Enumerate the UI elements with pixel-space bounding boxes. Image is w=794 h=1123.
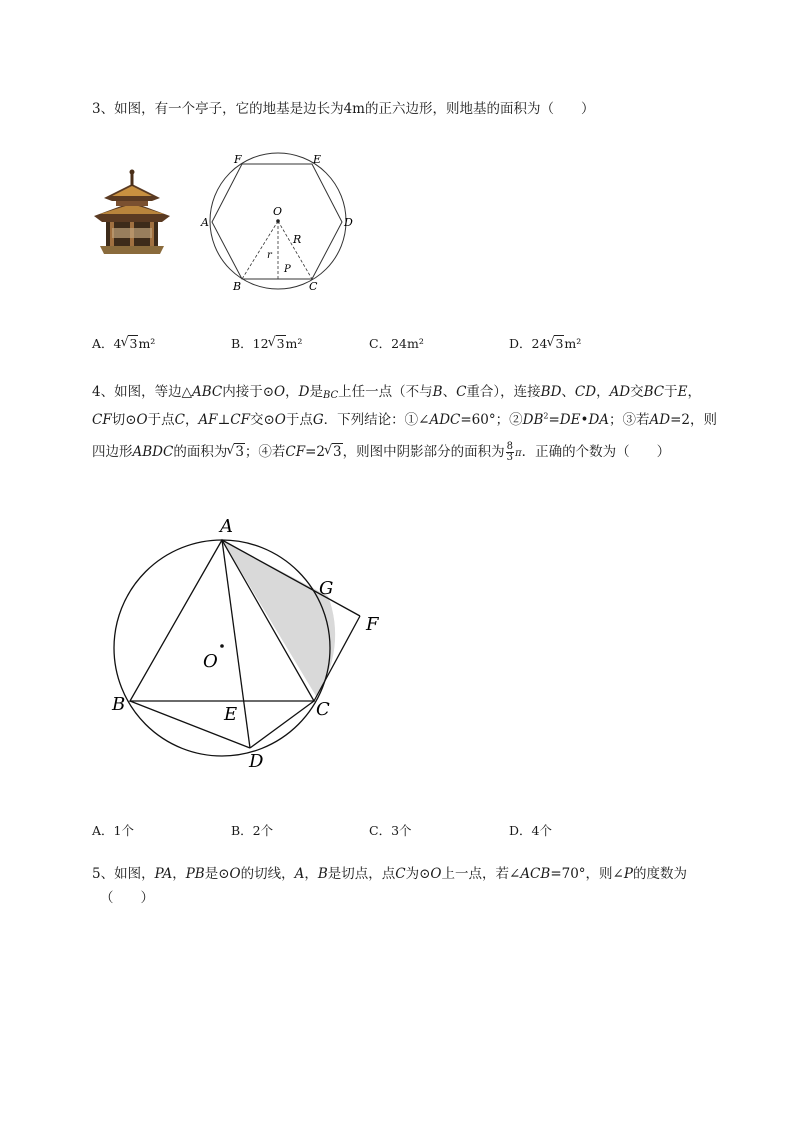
q3-option-c[interactable]: C．24m² bbox=[369, 336, 424, 351]
label-O: O bbox=[273, 205, 283, 218]
label-F: F bbox=[234, 153, 242, 166]
q4-option-b[interactable]: B．2个 bbox=[231, 823, 274, 838]
label-R: R bbox=[293, 233, 302, 246]
q3-option-b[interactable]: B．12√ 3m² bbox=[231, 334, 302, 352]
label-P: P bbox=[284, 264, 291, 275]
q3-option-d[interactable]: D．24√ 3m² bbox=[509, 334, 581, 352]
label-A: A bbox=[220, 516, 233, 537]
label-B: B bbox=[112, 694, 126, 715]
label-F: F bbox=[366, 614, 379, 635]
question-5-line-2: （ ） bbox=[100, 890, 154, 906]
question-4-line-1: 4、如图，等边△ABC内接于⊙O，D是BC上任一点（不与B、C重合），连接BD、CD，AD交BC于E， bbox=[92, 384, 702, 401]
label-C: C bbox=[316, 699, 330, 720]
q3-option-a[interactable]: A．4√ 3m² bbox=[92, 334, 155, 352]
label-A: A bbox=[201, 216, 209, 229]
q4-option-c[interactable]: C．3个 bbox=[369, 823, 412, 838]
label-r: r bbox=[267, 250, 272, 261]
circle-triangle-figure bbox=[100, 508, 400, 778]
label-C: C bbox=[309, 280, 318, 293]
q4-option-d[interactable]: D．4个 bbox=[509, 823, 552, 838]
label-O: O bbox=[203, 651, 218, 672]
question-4-line-2: CF切⊙O于点C，AF⊥CF交⊙O于点G．下列结论：①∠ADC=60°；$②DB^2=DE•DA$；③若AD=2，则 bbox=[92, 411, 717, 428]
label-G: G bbox=[319, 578, 334, 599]
label-E: E bbox=[313, 153, 322, 166]
hexagon-figure bbox=[198, 148, 368, 298]
shaded-region bbox=[222, 540, 335, 696]
question-3-text: 3、如图，有一个亭子，它的地基是边长为4m的正六边形，则地基的面积为（ ） bbox=[92, 101, 595, 117]
question-4-line-3: 四边形ABDC的面积为√ 3；④若CF=2√ 3，则图中阴影部分的面积为 $\frac{8}{3}$ π．正确的个数为（ ） bbox=[92, 440, 670, 463]
label-B: B bbox=[233, 280, 242, 293]
question-5-line-1: 5、如图，PA，PB是⊙O的切线，A，B是切点，点C为⊙O上一点，若∠ACB=70°，则∠P的度数为 bbox=[92, 866, 687, 882]
label-D: D bbox=[344, 216, 353, 229]
label-E: E bbox=[224, 704, 238, 725]
label-D: D bbox=[249, 751, 264, 772]
q4-option-a[interactable]: A．1个 bbox=[92, 823, 134, 838]
pavilion-image bbox=[92, 168, 172, 260]
